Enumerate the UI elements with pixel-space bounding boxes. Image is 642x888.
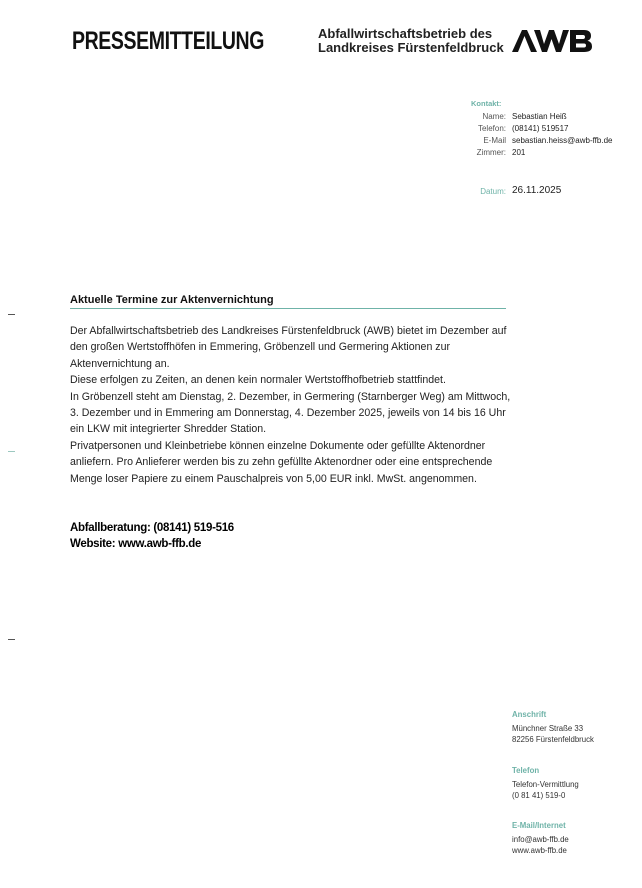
phone-line: (0 81 41) 519-0 — [512, 791, 566, 800]
contact-label: Telefon: — [477, 124, 506, 133]
organization-line-2: Landkreises Fürstenfeldbruck — [318, 40, 504, 55]
date-label: Datum: — [480, 187, 506, 196]
contact-row-room — [440, 147, 612, 159]
contact-row-phone — [440, 123, 612, 135]
body-paragraph: In Gröbenzell steht am Dienstag, 2. Dezember, in Germering (Starnberger Weg) am Mittwoch, 3. Dezember und in Emmering am Donnerstag, 4. Dezember 2025, jeweils von 14 bis 16 Uhr ein LKW mit integrierter Shredder Station. — [70, 390, 511, 436]
phone-block — [512, 765, 579, 801]
contact-value: Sebastian Heiß — [512, 112, 567, 121]
body-paragraph: Privatpersonen und Kleinbetriebe können einzelne Dokumente oder gefüllte Aktenordner anliefern. Pro Anlieferer werden bis zu zehn gefüllte Aktenordner oder eine entsprechende Menge loser Papiere zu einem Pauschalpreis von 5,00 EUR inkl. MwSt. angenommen. — [70, 439, 493, 485]
article-body — [70, 323, 520, 487]
body-paragraph: Der Abfallwirtschaftsbetrieb des Landkreises Fürstenfeldbruck (AWB) bietet im Dezember auf den großen Wertstoffhöfen in Emmering, Gröbenzell und Germering Aktionen zur Aktenvernichtung an. — [70, 325, 507, 370]
phone-line: Telefon-Vermittlung — [512, 780, 579, 789]
contact-label: E-Mail — [483, 136, 506, 145]
date-value: 26.11.2025 — [512, 185, 562, 196]
fold-mark — [8, 314, 15, 315]
contact-label: Name: — [482, 112, 506, 121]
press-release-title: PRESSEMITTEILUNG — [72, 27, 265, 55]
contact-label: Zimmer: — [476, 148, 506, 157]
address-block — [512, 709, 594, 745]
punch-mark — [8, 451, 15, 452]
contact-value[interactable]: sebastian.heiss@awb-ffb.de — [512, 136, 613, 145]
contact-heading: Kontakt: — [471, 99, 502, 108]
awb-logo — [510, 27, 594, 55]
organization-name — [318, 27, 504, 55]
address-heading: Anschrift — [512, 710, 547, 719]
advice-phone-line: Abfallberatung: (08141) 519-516 — [70, 522, 234, 534]
contact-row-name — [440, 111, 612, 123]
email-link[interactable]: info@awb-ffb.de — [512, 835, 569, 844]
contact-table — [440, 111, 612, 159]
website-line[interactable]: Website: www.awb-ffb.de — [70, 537, 202, 550]
website-link[interactable]: www.awb-ffb.de — [512, 846, 567, 855]
web-block — [512, 820, 569, 856]
contact-footer-lines — [70, 521, 234, 552]
contact-row-email — [440, 135, 612, 147]
address-line: 82256 Fürstenfeldbruck — [512, 735, 594, 744]
contact-value: (08141) 519517 — [512, 124, 569, 133]
body-paragraph: Diese erfolgen zu Zeiten, an denen kein normaler Wertstoffhofbetrieb stattfindet. — [70, 374, 446, 387]
fold-mark — [8, 639, 15, 640]
web-heading: E-Mail/Internet — [512, 821, 566, 830]
address-line: Münchner Straße 33 — [512, 724, 584, 733]
organization-line-1: Abfallwirtschaftsbetrieb des — [318, 26, 493, 41]
contact-value: 201 — [512, 148, 526, 157]
phone-heading: Telefon — [512, 766, 540, 775]
article-subject: Aktuelle Termine zur Aktenvernichtung — [70, 294, 506, 309]
